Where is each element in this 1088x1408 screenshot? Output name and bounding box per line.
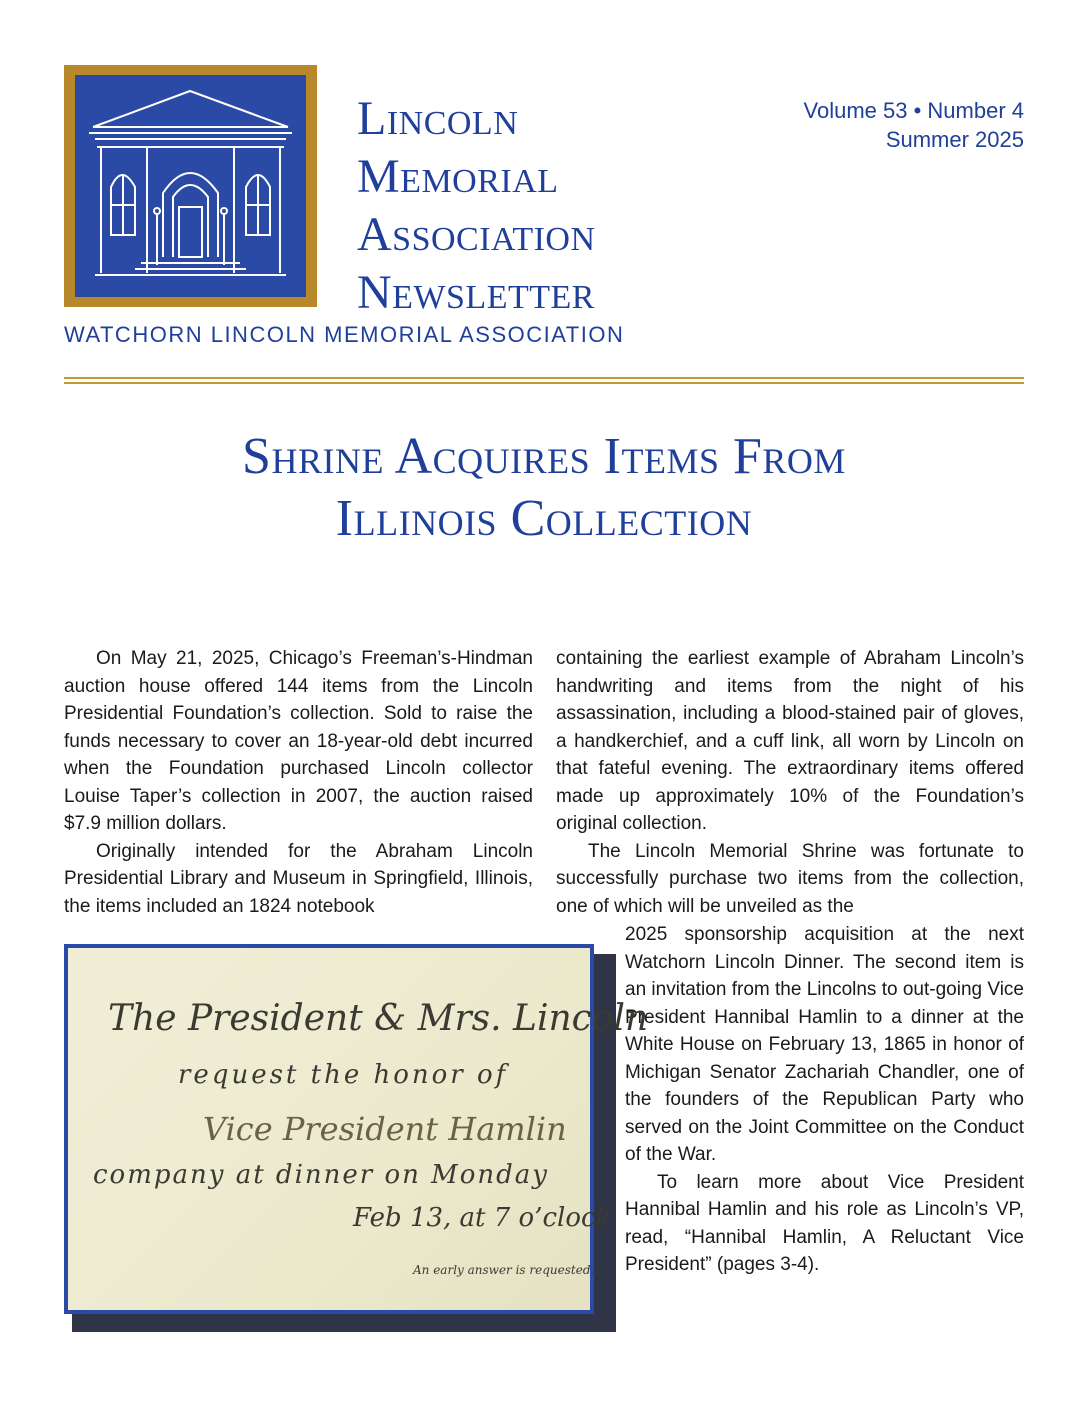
divider: [64, 382, 1024, 384]
headline-line: Shrine Acquires Items From: [242, 428, 846, 485]
title-line: Newsletter: [357, 266, 595, 319]
logo: [64, 65, 317, 307]
invitation-line: Feb 13, at 7 o’clock: [353, 1203, 612, 1233]
paragraph: To learn more about Vice President Hannibal Hamlin and his role as Lincoln’s VP, read, “Hannibal Hamlin, A Reluctant Vice President” (pages 3-4).: [625, 1171, 1024, 1275]
shrine-building-icon: [75, 75, 306, 297]
invitation-line: request the honor of: [178, 1060, 509, 1090]
invitation-photo: [64, 944, 649, 1314]
volume-number: Volume 53 • Number 4: [803, 98, 1024, 123]
title-line: Association: [357, 208, 596, 261]
invitation-card: [68, 948, 649, 1310]
invitation-line: The President & Mrs. Lincoln: [108, 998, 649, 1039]
issue-season: Summer 2025: [885, 127, 1024, 152]
invitation-line: An early answer is requested.: [413, 1263, 595, 1277]
newsletter-title: [357, 90, 596, 322]
title-line: Lincoln: [357, 92, 519, 145]
headline-line: Illinois Collection: [335, 490, 753, 547]
paragraph: containing the earliest example of Abraham Lincoln’s handwriting and items from the night of his assassination, including a blood-stained pair of gloves, a handkerchief, and a cuff link, all worn by Lincoln on that fateful evening. The extraordinary items offered made up approximately 10% of the Foundation’s original collection.: [556, 648, 1024, 834]
organization-name: WATCHORN LINCOLN MEMORIAL ASSOCIATION: [64, 322, 625, 347]
article-column-3: [625, 921, 1024, 1279]
divider: [64, 377, 1024, 379]
paragraph: On May 21, 2025, Chicago’s Freeman’s-Hindman auction house offered 144 items from the Lincoln Presidential Foundation’s collection. Sold to raise the funds necessary to cover an 18-year-old debt incurred when the Foundation purchased Lincoln collector Louise Taper’s collection in 2007, the auction raised $7.9 million dollars.: [64, 648, 533, 834]
invitation-line: Vice President Hamlin: [203, 1110, 567, 1148]
article-headline: [64, 426, 1024, 550]
issue-info: [804, 96, 1024, 154]
invitation-line: company at dinner on Monday: [93, 1160, 549, 1190]
paragraph: The Lincoln Memorial Shrine was fortunate to successfully purchase two items from the collection, one of which will be unveiled as the: [556, 840, 1024, 917]
paragraph: Originally intended for the Abraham Lincoln Presidential Library and Museum in Springfield, Illinois, the items included an 1824 notebook: [64, 840, 533, 917]
article-column-2: [556, 645, 1024, 920]
title-line: Memorial: [357, 150, 559, 203]
article-column-1: [64, 645, 533, 920]
paragraph: 2025 sponsorship acquisition at the next Watchorn Lincoln Dinner. The second item is an invitation from the Lincolns to out-going Vice President Hannibal Hamlin to a dinner at the White House on February 13, 1865 in honor of Michigan Senator Zachariah Chandler, one of the founders of the Republican Party who served on the Joint Committee on the Conduct of the War.: [625, 924, 1024, 1165]
